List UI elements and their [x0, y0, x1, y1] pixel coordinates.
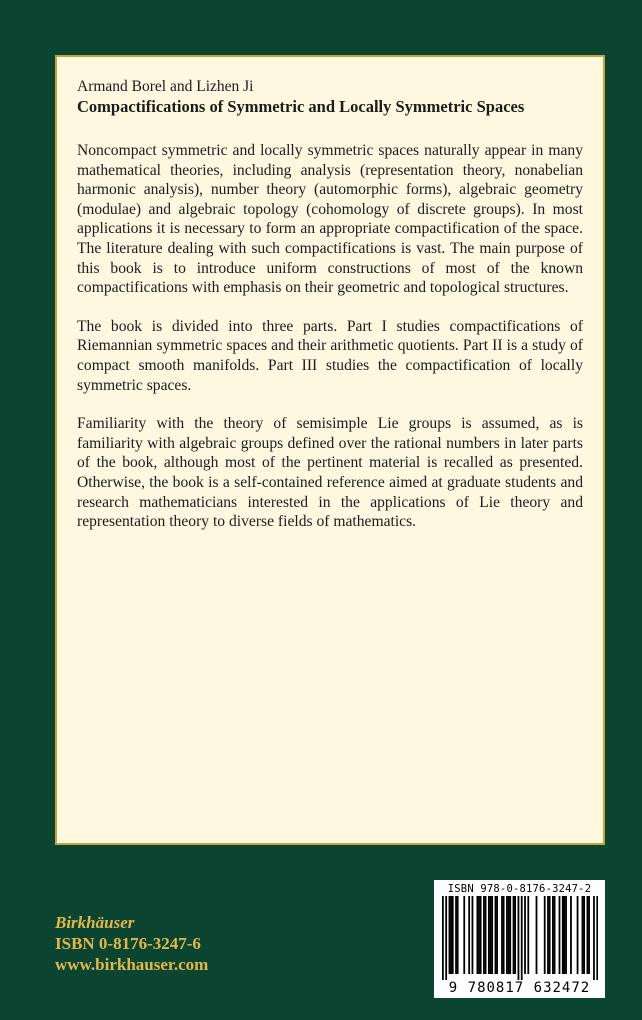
- barcode-bar: [468, 896, 470, 974]
- barcode-bar: [593, 896, 595, 980]
- barcode-bar: [479, 896, 481, 974]
- publisher-block: [55, 912, 208, 975]
- publisher-isbn: ISBN 0-8176-3247-6: [55, 934, 201, 953]
- book-title: Compactifications of Symmetric and Locally Symmetric Spaces: [77, 97, 525, 116]
- barcode-bar: [445, 896, 447, 980]
- barcode-bar: [471, 896, 473, 974]
- barcode-bar: [527, 896, 529, 974]
- description-paragraph-3: Familiarity with the theory of semisimple Lie groups is assumed, as is familiarity with algebraic groups defined over the rational numbers in later parts of the book, although most of the pertinent material is recalled as presented. Otherwise, the book is a self-contained reference aimed at graduate students and research mathematicians interested in the applications of Lie theory and representation theory to diverse fields of mathematics.: [77, 415, 583, 531]
- barcode-bar: [524, 896, 526, 974]
- barcode-bar: [456, 896, 458, 974]
- barcode-bar: [448, 896, 450, 974]
- barcode-bar: [512, 896, 514, 974]
- barcode-bar: [596, 896, 598, 980]
- barcode-bar: [547, 896, 549, 974]
- barcode-bar: [491, 896, 493, 974]
- barcode-bar: [455, 896, 457, 974]
- barcode-bar: [478, 896, 480, 974]
- barcode-bar: [558, 896, 560, 974]
- barcode-bar: [517, 896, 519, 980]
- authors: Armand Borel and Lizhen Ji: [77, 78, 254, 95]
- barcode-bar: [565, 896, 567, 974]
- barcode-bar: [502, 896, 504, 974]
- barcode-bar: [506, 896, 508, 974]
- barcode-bar: [501, 896, 503, 974]
- barcode-bar: [552, 896, 554, 974]
- barcode-bar: [548, 896, 550, 974]
- barcode-bar: [476, 896, 478, 974]
- barcode-bar: [581, 896, 583, 974]
- barcode-bar: [563, 896, 565, 974]
- barcode-bar: [507, 896, 509, 974]
- barcode-bar: [494, 896, 496, 974]
- barcode-bar: [463, 896, 465, 974]
- barcode-bar: [496, 896, 498, 974]
- barcode-bar: [553, 896, 555, 974]
- barcode-bar: [588, 896, 590, 974]
- barcode-bar: [509, 896, 511, 974]
- barcode-bar: [570, 896, 572, 974]
- barcode-bar: [514, 896, 516, 974]
- barcode-bar: [451, 896, 453, 974]
- barcode-bar: [483, 896, 485, 974]
- barcode-bar: [586, 896, 588, 974]
- publisher-website: www.birkhauser.com: [55, 955, 209, 974]
- barcode-bar: [520, 896, 522, 980]
- barcode: [434, 880, 605, 998]
- barcode-bar: [487, 896, 489, 974]
- barcode-bar: [543, 896, 545, 974]
- barcode-bar: [583, 896, 585, 974]
- description-paragraph-2: The book is divided into three parts. Part I studies compactifications of Riemannian symmetric spaces and their arithmetic quotients. Part II is a study of compact smooth manifolds. Part III studies the compactification of locally symmetric spaces.: [77, 317, 583, 394]
- barcode-bar: [576, 896, 578, 974]
- back-cover-panel: [55, 55, 605, 845]
- barcode-bar: [489, 896, 491, 974]
- barcode-bar: [535, 896, 537, 974]
- barcode-bar: [561, 896, 563, 974]
- publisher-name: Birkhäuser: [55, 913, 135, 932]
- barcode-bar: [442, 896, 444, 980]
- barcode-digits: 9 780817 632472: [448, 980, 591, 996]
- barcode-bar: [484, 896, 486, 974]
- description-paragraph-1: Noncompact symmetric and locally symmetric spaces naturally appear in many mathematical theories, including analysis (representation theory, nonabelian harmonic analysis), number theory (automorphic forms), algebraic geometry (modulae) and algebraic topology (cohomology of discrete groups). In most applications it is necessary to form an appropriate compactification of the space. The literature dealing with such compactifications is vast. The main purpose of this book is to introduce uniform constructions of most of the known compactifications with emphasis on their geometric and topological structures.: [77, 142, 583, 297]
- barcode-bar: [450, 896, 452, 974]
- barcode-isbn-text: ISBN 978-0-8176-3247-2: [447, 883, 592, 895]
- barcode-bars: [442, 896, 598, 980]
